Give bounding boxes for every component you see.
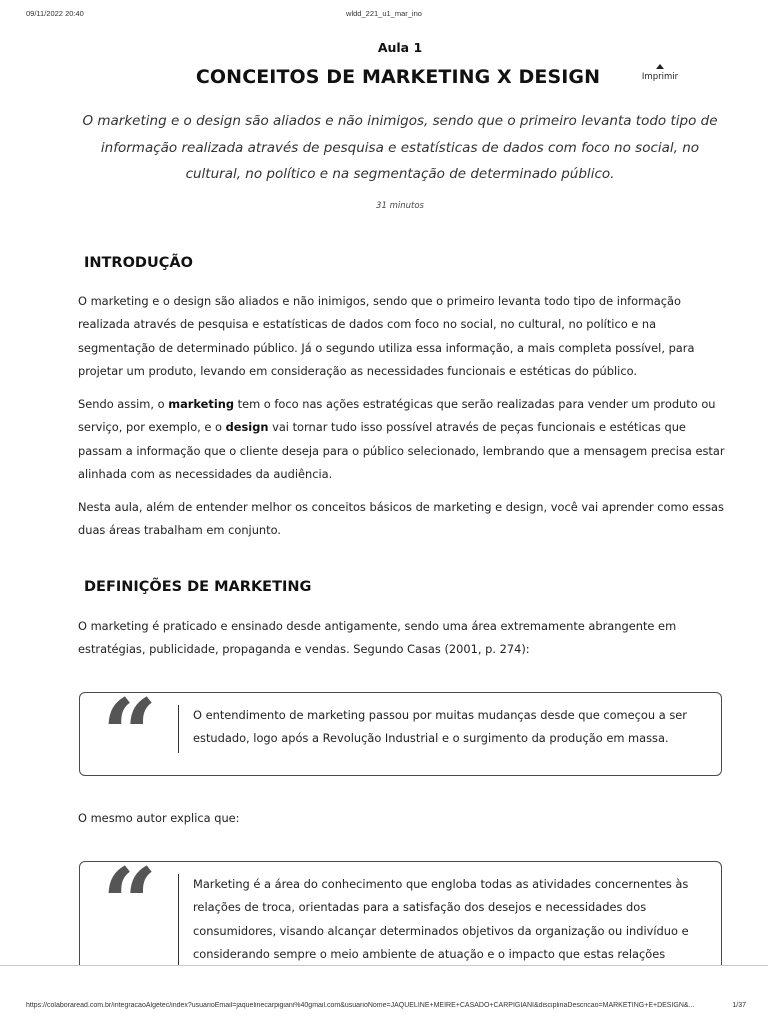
print-datetime: 09/11/2022 20:40: [26, 9, 84, 18]
intro-paragraph-3: Nesta aula, além de entender melhor os conceitos básicos de marketing e design, você vai aprender como essas duas áreas trabalham em conjunto.: [78, 500, 724, 538]
print-button-label: Imprimir: [641, 72, 679, 82]
caret-up-icon: [656, 64, 664, 69]
lesson-label: Aula 1: [377, 40, 423, 55]
page-bottom-margin: [0, 966, 768, 1024]
intro-p2-text-c: tem o foco nas ações estratégicas que serão realizadas para vender um produto ou serviço, por exemplo, e o: [78, 397, 716, 435]
intro-p2-bold-marketing: marketing: [168, 397, 234, 411]
definitions-paragraph-1: O marketing é praticado e ensinado desde antigamente, sendo uma área extremamente abrangente em estratégias, publicidade, propaganda e vendas. Segundo Casas (2001, p. 274):: [78, 619, 677, 657]
print-document-name: wldd_221_u1_mar_ino: [346, 9, 422, 18]
page-title: CONCEITOS DE MARKETING X DESIGN: [195, 66, 601, 88]
quote-divider: [178, 705, 179, 753]
section-heading-definicoes: DEFINIÇÕES DE MARKETING: [84, 579, 312, 595]
intro-paragraph-2: [78, 393, 728, 487]
lesson-subtitle: O marketing e o design são aliados e não inimigos, sendo que o primeiro levanta todo tipo de informação realizada através de pesquisa e estatísticas de dados com foco no social, no cultural, no político e na segmentação de determinado público.: [82, 113, 718, 182]
quote-mark-icon: “: [102, 678, 158, 791]
intro-p2-text-e: vai tornar tudo isso possível através de peças funcionais e estéticas que passam a informação que o cliente deseja para o público selecionado, lembrando que a mensagem precisa estar alinhada com as necessidades da audiência.: [78, 420, 725, 482]
section-heading-introducao: INTRODUÇÃO: [84, 255, 193, 271]
print-footer: [26, 1002, 746, 1014]
print-button[interactable]: [636, 64, 684, 90]
intro-paragraph-1: O marketing e o design são aliados e não inimigos, sendo que o primeiro levanta todo tipo de informação realizada através de pesquisa e estatísticas de dados com foco no social, no cultural, no político e na segmentação de determinado público. Já o segundo utiliza essa informação, a mais completa possível, para projetar um produto, levando em consideração as necessidades funcionais e estéticas do público.: [78, 294, 695, 379]
quote-1-text: O entendimento de marketing passou por muitas mudanças desde que começou a ser estudado, logo após a Revolução Industrial e o surgimento da produção em massa.: [193, 708, 687, 746]
intro-p2-text-a: Sendo assim, o: [78, 397, 169, 411]
print-footer-url: https://colaboraread.com.br/integracaoAlgetec/index?usuarioEmail=jaquelinecarpigiani%40gmail.com&usuarioNome=JAQUELINE+MEIRE+CASADO+CARPIGIANI&disciplinaDescricao=MARKETING+E+DESIGN&...: [26, 1002, 695, 1009]
quote-block-1: [79, 678, 722, 791]
print-page-number: 1/37: [732, 1002, 746, 1009]
definitions-paragraph-2: O mesmo autor explica que:: [78, 811, 240, 825]
quote-mark-icon: “: [102, 847, 158, 960]
quote-2-text: Marketing é a área do conhecimento que engloba todas as atividades concernentes às relações de troca, orientadas para a satisfação dos desejos e necessidades dos consumidores, visando alcançar determinados objetivos da organização ou indivíduo e considerando sempre o meio ambiente de atuação e o impacto que estas relações: [193, 877, 689, 962]
reading-duration: 31 minutos: [376, 201, 424, 211]
print-header: [0, 9, 768, 23]
intro-p2-bold-design: design: [225, 420, 269, 435]
